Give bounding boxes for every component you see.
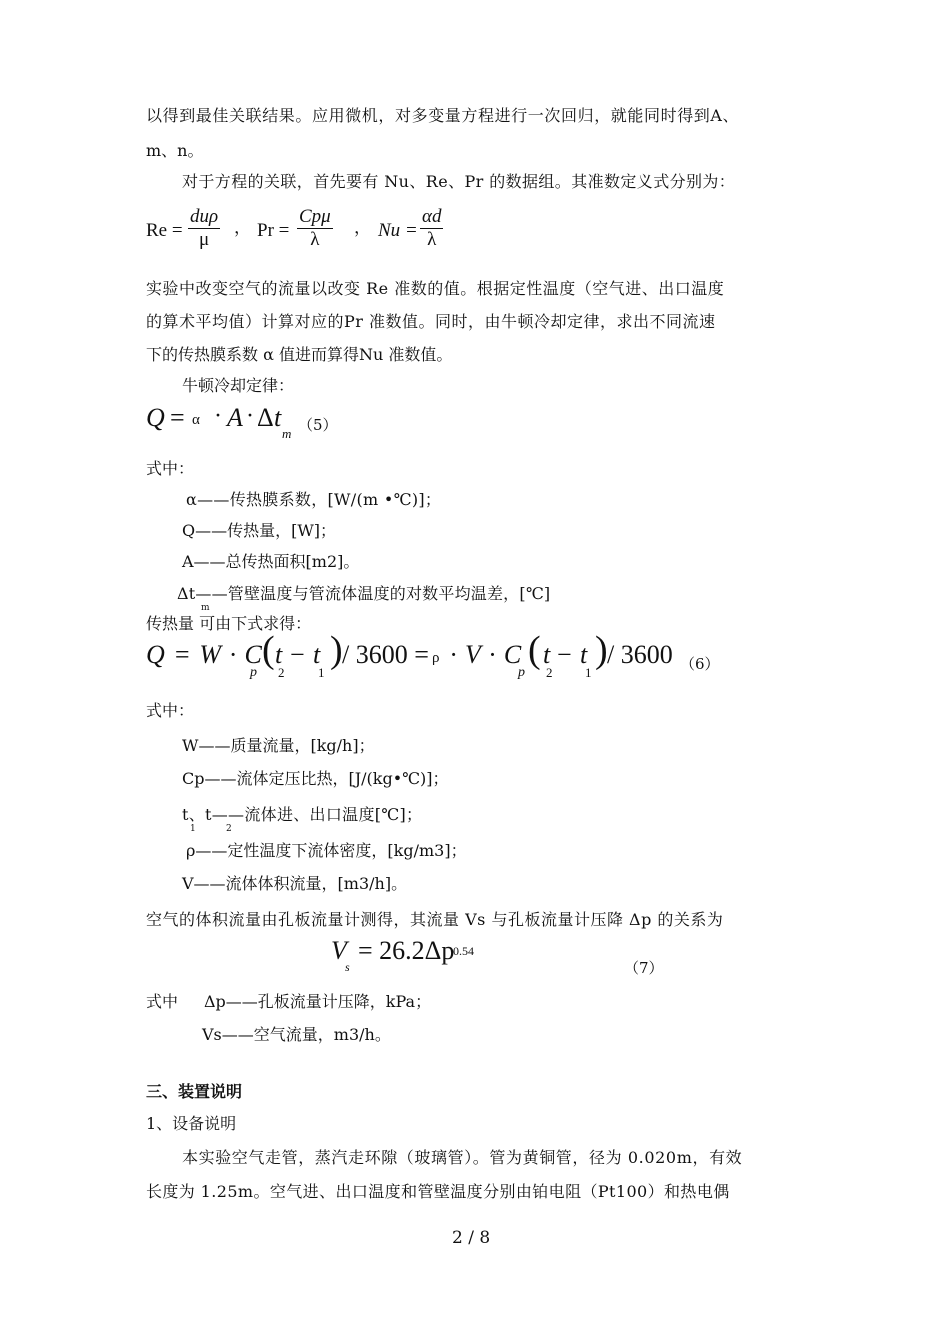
eq5-dot: · [214, 403, 222, 429]
nu-numerator: αd [422, 206, 442, 227]
definition-W: W——质量流量，[kg/h]； [182, 736, 375, 755]
eq6-paren-close: ) [330, 629, 343, 671]
eq5-delta: Δ [257, 403, 274, 432]
eq6-sub-2: 2 [278, 665, 285, 680]
definition-alpha: α——传热膜系数，[W/(m •℃)]； [186, 490, 442, 509]
where-label: 式中： [146, 701, 195, 720]
pr-lhs: Pr = [257, 220, 290, 241]
eq7-exponent: 0.54 [453, 944, 474, 958]
definition-delta-p: Δp——孔板流量计压降，kPa； [204, 992, 432, 1011]
paragraph-line: 空气的体积流量由孔板流量计测得，其流量 Vs 与孔板流量计压降 Δp 的关系为 [146, 910, 724, 929]
eq7-number: （7） [624, 959, 664, 977]
eq6-t1: t [580, 640, 588, 669]
eq6-t2: t [275, 640, 283, 669]
eq5-dot: · [246, 403, 254, 429]
pr-denominator: λ [310, 229, 320, 250]
eq6-mid: · V · C [450, 640, 523, 669]
separator: ， [234, 218, 251, 237]
separator: ， [354, 218, 371, 237]
definition-A: A——总传热面积[m2]。 [182, 552, 360, 571]
pr-fraction [297, 206, 333, 251]
definition-delta-t: Δt——管壁温度与管流体温度的对数平均温差，[℃] [177, 584, 551, 603]
nu-lhs: Nu = [378, 220, 418, 241]
eq7-rhs: = 26.2Δp [358, 936, 455, 965]
t1-subscript: 1 [190, 824, 196, 834]
pr-numerator: Cpμ [299, 206, 331, 227]
eq6-sub-1: 1 [318, 665, 325, 680]
re-fraction [188, 206, 220, 251]
eq6-divide: / 3600 = [342, 640, 429, 669]
eq6-left: Q = W · C [146, 640, 263, 669]
subsection-heading: 1、设备说明 [146, 1114, 237, 1133]
newton-law-label: 牛顿冷却定律： [182, 376, 295, 395]
paragraph-line: m、n。 [146, 141, 204, 160]
eq6-sub-p: p [250, 665, 257, 680]
definition-Vs: Vs——空气流量，m3/h。 [202, 1025, 391, 1044]
eq6-paren-open: ( [262, 629, 275, 671]
eq6-minus: − [290, 640, 305, 669]
eq6-sub-1: 1 [585, 665, 592, 680]
re-lhs: Re = [146, 220, 183, 241]
eq5-alpha: α [192, 412, 200, 428]
re-numerator: duρ [190, 206, 219, 227]
page-number: 2 / 8 [452, 1228, 491, 1248]
nu-denominator: λ [427, 229, 437, 250]
eq5-A: A [227, 403, 243, 432]
eq6-paren-open: ( [528, 629, 541, 671]
paragraph-line: 的算术平均值）计算对应的Pr 准数值。同时，由牛顿冷却定律，求出不同流速 [146, 312, 716, 331]
eq6-t2: t [543, 640, 551, 669]
paragraph-line: 下的传热膜系数 α 值进而算得Nu 准数值。 [146, 345, 453, 364]
paragraph-line: 实验中改变空气的流量以改变 Re 准数的值。根据定性温度（空气进、出口温度 [146, 279, 725, 298]
eq6-sub-2: 2 [546, 665, 553, 680]
eq5-Q: Q [146, 403, 165, 432]
eq5-t: t [274, 403, 282, 432]
eq6-t1: t [313, 640, 321, 669]
paragraph-line: 长度为 1.25m。空气进、出口温度和管壁温度分别由铂电阻（Pt100）和热电偶 [146, 1182, 730, 1201]
paragraph-line: 以得到最佳关联结果。应用微机，对多变量方程进行一次回归，就能同时得到A、 [146, 106, 740, 125]
definition-Q: Q——传热量，[W]； [182, 521, 337, 540]
eq6-number: （6） [680, 655, 720, 673]
paragraph-line: 本实验空气走管，蒸汽走环隙（玻璃管）。管为黄铜管，径为 0.020m，有效 [182, 1148, 743, 1167]
eq6-sub-p: p [518, 665, 525, 680]
eq6-paren-close: ) [595, 629, 608, 671]
delta-t-subscript: m [201, 603, 210, 613]
nu-fraction [420, 206, 443, 251]
eq5-number: （5） [298, 416, 338, 434]
definition-Cp: Cp——流体定压比热，[J/(kg•℃)]； [182, 769, 449, 788]
eq5-sub-m: m [282, 426, 292, 441]
where-label: 式中 [146, 992, 179, 1011]
heat-quantity-line: 传热量 可由下式求得： [146, 614, 312, 633]
definition-V: V——流体体积流量，[m3/h]。 [182, 874, 408, 893]
eq6-rho: ρ [432, 650, 440, 666]
eq6-minus: − [557, 640, 572, 669]
eq6-divide: / 3600 [607, 640, 673, 669]
paragraph-line: 对于方程的关联，首先要有 Nu、Re、Pr 的数据组。其准数定义式分别为： [182, 172, 736, 191]
eq7-V: V [331, 936, 347, 965]
eq5-equals: = [170, 403, 185, 432]
section-heading: 三、装置说明 [146, 1082, 243, 1101]
t2-subscript: 2 [226, 824, 232, 834]
where-label: 式中： [146, 459, 195, 478]
eq7-sub-s: s [345, 960, 350, 974]
re-denominator: μ [198, 229, 210, 250]
definition-rho: ρ——定性温度下流体密度，[kg/m3]； [186, 841, 467, 860]
definition-t1-t2: t、t——流体进、出口温度[℃]； [182, 805, 423, 824]
